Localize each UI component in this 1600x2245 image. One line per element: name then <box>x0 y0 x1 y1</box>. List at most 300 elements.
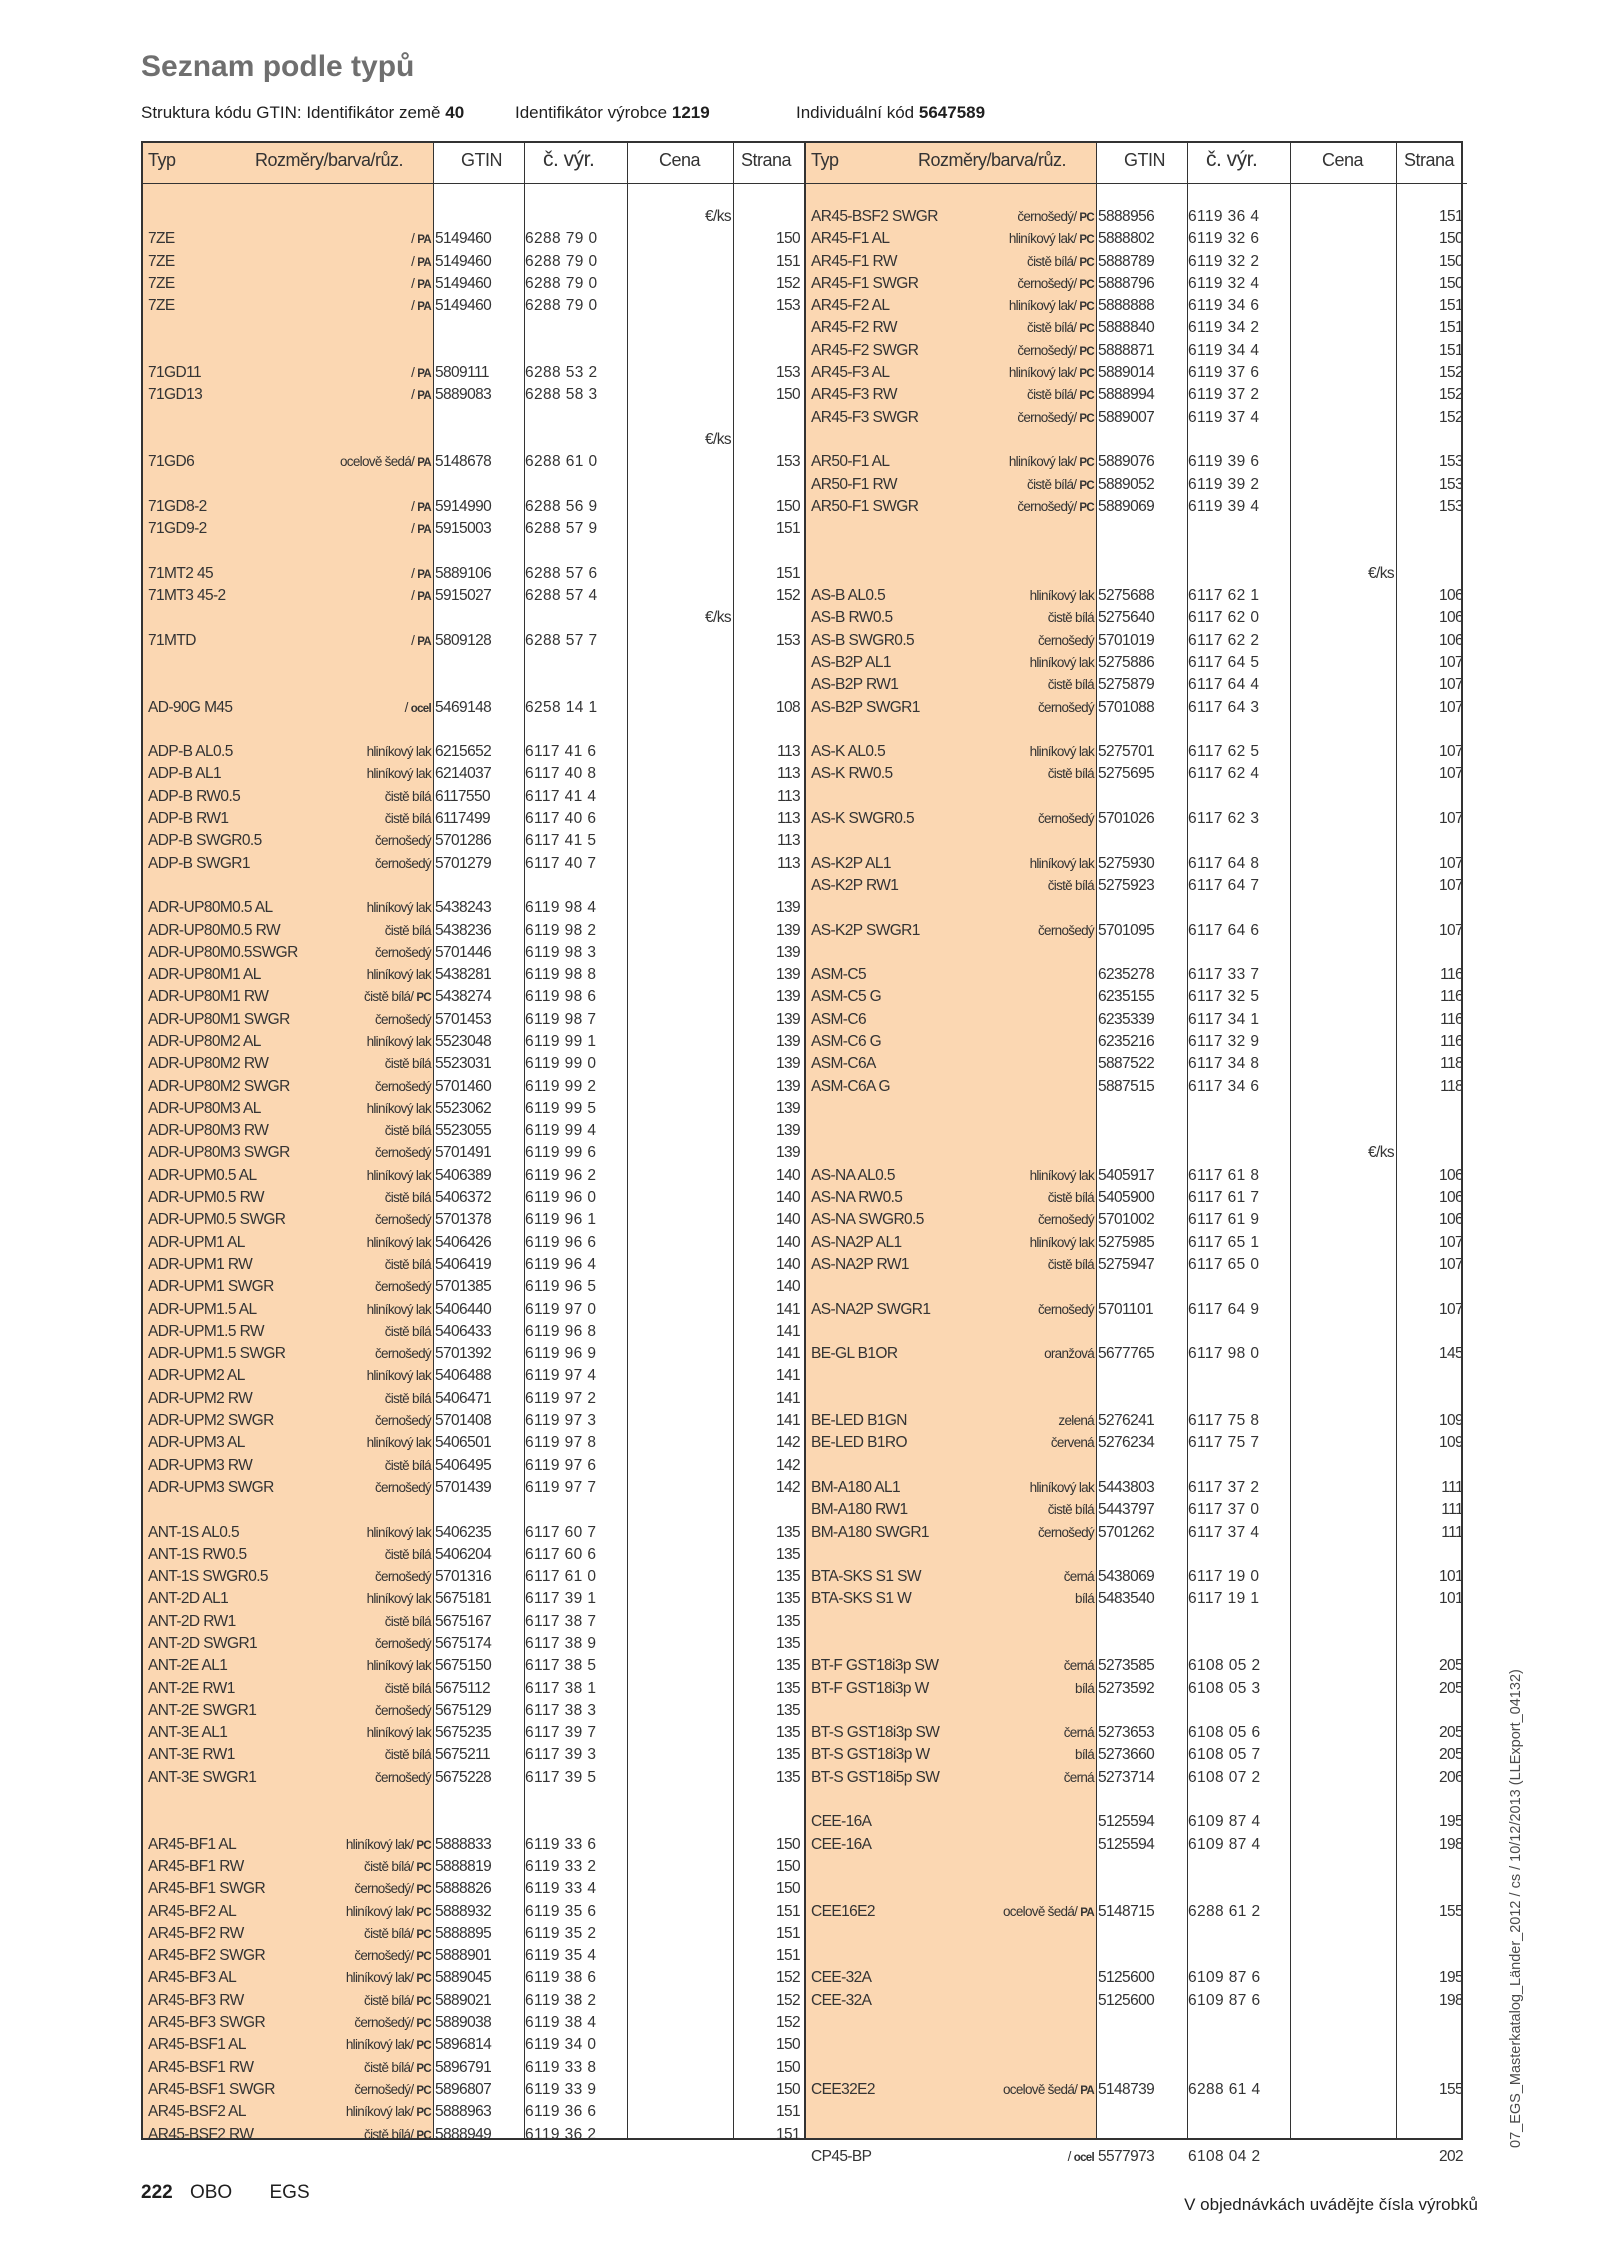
cell-gtin: 6117550 <box>435 787 490 805</box>
individual-code: 5647589 <box>918 103 986 122</box>
cell-item-number: 6117 37 4 <box>1188 1523 1260 1541</box>
header-cislo-vyrobku: č. výr. <box>1206 148 1258 171</box>
table-row <box>143 1700 804 1722</box>
table-row <box>806 1566 1467 1588</box>
cell-dimensions: černošedý <box>1038 922 1094 938</box>
cell-item-number: 6117 64 7 <box>1188 876 1260 894</box>
cell-type: ADR-UP80M1 SWGR <box>148 1010 290 1028</box>
cell-page: 151 <box>1438 319 1463 337</box>
cell-gtin: 5889052 <box>1098 475 1155 493</box>
cell-type: AR45-BF1 AL <box>148 1835 237 1853</box>
footer-brand: OBO <box>189 2182 233 2203</box>
cell-gtin: 5896791 <box>435 2058 492 2076</box>
cell-page: 152 <box>775 1991 800 2009</box>
cell-type: ADR-UPM3 SWGR <box>148 1478 274 1496</box>
cell-item-number: 6117 75 8 <box>1188 1412 1260 1430</box>
cell-page: 152 <box>1438 364 1463 382</box>
cell-gtin: 5701019 <box>1098 631 1155 649</box>
table-row <box>143 1209 804 1231</box>
table-row <box>806 741 1467 763</box>
cell-dimensions: hliníkový lak/ PC <box>345 2037 431 2053</box>
cell-page: 139 <box>775 1144 800 1162</box>
table-row <box>806 1945 1467 1967</box>
cell-item-number: 6119 98 6 <box>525 988 597 1006</box>
cell-item-number: 6117 40 7 <box>525 854 597 872</box>
cell-item-number: 6119 97 3 <box>525 1412 597 1430</box>
table-row <box>806 518 1467 540</box>
table-row <box>143 2124 804 2146</box>
cell-type: ASM-C5 <box>811 966 866 984</box>
cell-type: AR50-F1 RW <box>811 475 897 493</box>
cell-type: ADP-B AL1 <box>148 765 222 783</box>
cell-gtin: 5888963 <box>435 2103 492 2121</box>
cell-type: AR45-F2 RW <box>811 319 897 337</box>
cell-type: AS-NA SWGR0.5 <box>811 1211 924 1229</box>
cell-dimensions: černošedý <box>375 944 431 960</box>
cell-item-number: 6119 96 6 <box>525 1233 597 1251</box>
cell-page: 113 <box>777 765 800 783</box>
cell-page: 151 <box>775 2103 800 2121</box>
table-row <box>143 920 804 942</box>
table-row <box>143 875 804 897</box>
cell-page: 150 <box>1438 274 1463 292</box>
cell-type: ADR-UP80M2 RW <box>148 1055 269 1073</box>
cell-item-number: 6108 04 2 <box>1188 2147 1261 2165</box>
cell-type: ADR-UP80M3 SWGR <box>148 1144 290 1162</box>
table-row <box>143 1031 804 1053</box>
table-row <box>806 1923 1467 1945</box>
cell-type: ADP-B RW0.5 <box>148 787 241 805</box>
cell-gtin: 5888895 <box>435 1924 492 1942</box>
cell-page: 135 <box>775 1724 800 1742</box>
cell-item-number: 6117 64 6 <box>1188 921 1260 939</box>
cell-type: BT-S GST18i5p SW <box>811 1768 940 1786</box>
cell-item-number: 6119 32 2 <box>1188 252 1260 270</box>
cell-dimensions: / PA <box>411 588 431 604</box>
table-row <box>143 1076 804 1098</box>
cell-type: 71GD9-2 <box>148 520 207 538</box>
table-row <box>806 1053 1467 1075</box>
table-row <box>143 1789 804 1811</box>
cell-item-number: 6117 65 1 <box>1188 1233 1260 1251</box>
cell-gtin: 5701378 <box>435 1211 492 1229</box>
cell-type: BM-A180 AL1 <box>811 1478 901 1496</box>
cell-type: ANT-2E SWGR1 <box>148 1701 257 1719</box>
cell-page: 139 <box>775 921 800 939</box>
cell-item-number: 6119 96 9 <box>525 1345 597 1363</box>
cell-dimensions: černošedý <box>1038 632 1094 648</box>
cell-gtin: 5889045 <box>435 1969 492 1987</box>
cell-dimensions: hliníkový lak <box>1029 1167 1094 1183</box>
cell-page: 113 <box>777 743 800 761</box>
cell-gtin: 5148739 <box>1098 2080 1155 2098</box>
cell-type: ANT-2D SWGR1 <box>148 1635 258 1652</box>
catalog-table <box>141 141 1463 2165</box>
cell-page: 106 <box>1438 609 1463 627</box>
cell-gtin: 5675174 <box>435 1635 492 1652</box>
table-row <box>143 1254 804 1276</box>
cell-gtin: 5406372 <box>435 1189 492 1207</box>
cell-type: ADP-B SWGR0.5 <box>148 832 262 850</box>
cell-gtin: 5149460 <box>435 230 492 248</box>
cell-page: 107 <box>1438 921 1463 939</box>
cell-gtin: 5149460 <box>435 297 492 315</box>
cell-dimensions: čistě bílá/ PC <box>364 1858 431 1874</box>
cell-page: 140 <box>775 1233 800 1251</box>
cell-item-number: 6119 97 4 <box>525 1367 597 1385</box>
table-row <box>806 2124 1467 2146</box>
table-row <box>143 1187 804 1209</box>
cell-dimensions: hliníkový lak <box>366 1234 431 1250</box>
cell-item-number: 6119 99 6 <box>525 1144 597 1162</box>
cell-page: 151 <box>775 520 800 538</box>
cell-type: AS-NA2P SWGR1 <box>811 1300 931 1318</box>
cell-dimensions: čistě bílá <box>384 811 431 827</box>
cell-type: AR45-BF3 RW <box>148 1991 244 2009</box>
cell-type: 7ZE <box>148 230 175 248</box>
cell-gtin: 6214037 <box>435 765 492 783</box>
cell-type: ASM-C6 G <box>811 1032 882 1050</box>
cell-page: 141 <box>775 1345 800 1363</box>
cell-gtin: 5438236 <box>435 921 492 939</box>
cell-gtin: 5675167 <box>435 1612 492 1630</box>
table-row <box>806 1455 1467 1477</box>
cell-gtin: 5125600 <box>1098 1969 1155 1987</box>
cell-item-number: 6117 62 3 <box>1188 810 1260 828</box>
cell-item-number: 6288 61 0 <box>525 453 598 471</box>
table-row <box>806 1967 1467 1989</box>
cell-page: 150 <box>775 230 800 248</box>
cell-price-unit: €/ks <box>704 430 731 448</box>
table-row <box>806 407 1467 429</box>
cell-item-number: 6117 19 0 <box>1188 1568 1260 1586</box>
cell-dimensions: čistě bílá <box>1047 766 1094 782</box>
cell-gtin: 6235339 <box>1098 1010 1155 1028</box>
cell-item-number: 6117 62 0 <box>1188 609 1260 627</box>
cell-item-number: 6119 39 2 <box>1188 475 1260 493</box>
cell-type: AR45-BF2 SWGR <box>148 1947 266 1965</box>
cell-type: 7ZE <box>148 297 175 315</box>
cell-page: 135 <box>775 1635 800 1652</box>
cell-page: 118 <box>1440 1055 1463 1073</box>
table-row <box>143 1544 804 1566</box>
table-row <box>143 1499 804 1521</box>
cell-item-number: 6109 87 4 <box>1188 1813 1261 1831</box>
cell-dimensions: černošedý/ PC <box>1017 275 1094 291</box>
cell-dimensions: oranžová <box>1044 1346 1094 1362</box>
table-row <box>806 1098 1467 1120</box>
table-row <box>806 1633 1467 1655</box>
table-row <box>806 1187 1467 1209</box>
cell-page: 141 <box>775 1412 800 1430</box>
cell-page: 151 <box>775 2125 800 2143</box>
cell-type: ADR-UP80M3 AL <box>148 1099 261 1117</box>
cell-page: 151 <box>775 564 800 582</box>
cell-page: 139 <box>775 899 800 917</box>
cell-item-number: 6108 07 2 <box>1188 1768 1261 1786</box>
cell-gtin: 5701392 <box>435 1345 492 1363</box>
table-row <box>143 1923 804 1945</box>
cell-type: BM-A180 RW1 <box>811 1501 908 1519</box>
footer-section: EGS <box>269 2182 310 2203</box>
cell-page: 142 <box>775 1434 800 1452</box>
table-row <box>143 1232 804 1254</box>
table-row <box>143 652 804 674</box>
cell-dimensions: hliníkový lak <box>1029 1479 1094 1495</box>
footer-note: V objednávkách uvádějte čísla výrobků <box>1184 2195 1478 2214</box>
cell-item-number: 6288 57 4 <box>525 587 598 605</box>
cell-page: 151 <box>775 1924 800 1942</box>
table-row <box>143 228 804 250</box>
cell-dimensions: bílá <box>1075 1680 1094 1696</box>
table-row <box>806 830 1467 852</box>
table-row <box>143 1722 804 1744</box>
table-row <box>143 496 804 518</box>
cell-item-number: 6117 65 0 <box>1188 1255 1260 1273</box>
cell-item-number: 6119 33 9 <box>525 2080 597 2098</box>
cell-item-number: 6117 62 2 <box>1188 631 1260 649</box>
table-row <box>806 496 1467 518</box>
cell-type: AR45-F1 SWGR <box>811 274 919 292</box>
cell-dimensions: čistě bílá <box>384 788 431 804</box>
cell-type: AS-K2P AL1 <box>811 854 891 872</box>
table-row <box>806 1700 1467 1722</box>
cell-type: AS-NA2P AL1 <box>811 1233 902 1251</box>
cell-page: 150 <box>1438 252 1463 270</box>
cell-type: ADR-UPM0.5 SWGR <box>148 1211 286 1229</box>
cell-page: 108 <box>775 698 800 716</box>
cell-type: ADR-UP80M1 RW <box>148 988 269 1006</box>
cell-page: 135 <box>775 1590 800 1608</box>
cell-gtin: 5701460 <box>435 1077 492 1095</box>
cell-gtin: 5675235 <box>435 1724 492 1742</box>
cell-page: 151 <box>775 1902 800 1920</box>
cell-gtin: 5896807 <box>435 2080 492 2098</box>
cell-dimensions: hliníkový lak <box>1029 654 1094 670</box>
cell-item-number: 6119 36 2 <box>525 2125 597 2143</box>
cell-page: 206 <box>1438 1768 1463 1786</box>
cell-page: 153 <box>1438 497 1463 515</box>
cell-item-number: 6119 99 1 <box>525 1032 597 1050</box>
cell-page: 111 <box>1441 1523 1463 1541</box>
table-row <box>806 897 1467 919</box>
cell-dimensions: hliníkový lak <box>366 1524 431 1540</box>
table-row <box>143 808 804 830</box>
cell-gtin: 5275640 <box>1098 609 1155 627</box>
table-row <box>806 1878 1467 1900</box>
cell-dimensions: čistě bílá/ PC <box>364 1925 431 1941</box>
cell-type: AR45-BSF1 RW <box>148 2058 254 2076</box>
cell-dimensions: hliníkový lak <box>1029 744 1094 760</box>
cell-type: ADR-UP80M1 AL <box>148 966 261 984</box>
cell-item-number: 6117 34 8 <box>1188 1055 1260 1073</box>
cell-dimensions: černošedý <box>375 1569 431 1585</box>
cell-item-number: 6119 34 0 <box>525 2036 597 2054</box>
table-row <box>143 1432 804 1454</box>
table-row <box>143 1388 804 1410</box>
table-row <box>806 1232 1467 1254</box>
cell-type: ADR-UPM1 SWGR <box>148 1278 274 1296</box>
table-row <box>806 674 1467 696</box>
cell-dimensions: hliníkový lak <box>1029 1234 1094 1250</box>
cell-gtin: 5275985 <box>1098 1233 1155 1251</box>
cell-gtin: 5406471 <box>435 1389 492 1407</box>
cell-gtin: 5888949 <box>435 2125 492 2143</box>
table-row <box>143 1455 804 1477</box>
cell-item-number: 6119 97 6 <box>525 1456 597 1474</box>
table-row <box>143 986 804 1008</box>
cell-page: 109 <box>1438 1434 1463 1452</box>
cell-dimensions: hliníkový lak <box>366 1435 431 1451</box>
table-row <box>143 1276 804 1298</box>
table-row <box>806 1789 1467 1811</box>
cell-gtin: 5675129 <box>435 1701 492 1719</box>
cell-gtin: 5888994 <box>1098 386 1155 404</box>
cell-dimensions: černá <box>1063 1769 1094 1785</box>
cell-type: ADR-UP80M2 SWGR <box>148 1077 290 1095</box>
cell-gtin: 5406440 <box>435 1300 492 1318</box>
cell-type: AR45-F1 AL <box>811 230 890 248</box>
cell-dimensions: černošedý <box>375 1078 431 1094</box>
cell-dimensions: černošedý <box>1038 811 1094 827</box>
cell-item-number: 6117 39 1 <box>525 1590 597 1608</box>
cell-dimensions: / PA <box>411 565 431 581</box>
cell-page: 195 <box>1438 1969 1463 1987</box>
cell-item-number: 6288 53 2 <box>525 364 598 382</box>
cell-dimensions: čistě bílá/ PC <box>364 1992 431 2008</box>
cell-item-number: 6288 57 7 <box>525 631 598 649</box>
table-row <box>143 1410 804 1432</box>
cell-item-number: 6117 61 0 <box>525 1568 597 1586</box>
cell-gtin: 5889007 <box>1098 408 1155 426</box>
cell-page: 153 <box>775 364 800 382</box>
cell-item-number: 6119 99 4 <box>525 1122 597 1140</box>
cell-item-number: 6119 32 6 <box>1188 230 1260 248</box>
cell-type: ANT-2E AL1 <box>148 1657 228 1675</box>
cell-dimensions: čistě bílá <box>1047 610 1094 626</box>
cell-gtin: 5701088 <box>1098 698 1155 716</box>
table-row <box>143 1856 804 1878</box>
cell-type: ADR-UPM1.5 RW <box>148 1322 264 1340</box>
cell-page: 150 <box>775 497 800 515</box>
header-gtin: GTIN <box>461 150 502 170</box>
cell-page: 205 <box>1438 1746 1463 1764</box>
cell-type: ADR-UP80M0.5SWGR <box>148 943 298 961</box>
cell-item-number: 6288 57 6 <box>525 564 598 582</box>
cell-type: BT-F GST18i3p W <box>811 1679 929 1697</box>
table-row <box>143 897 804 919</box>
cell-type: AR45-BF2 AL <box>148 1902 237 1920</box>
cell-gtin: 5149460 <box>435 252 492 270</box>
cell-dimensions: černošedý <box>1038 699 1094 715</box>
table-row <box>143 1165 804 1187</box>
table-row <box>143 697 804 719</box>
cell-gtin: 6235216 <box>1098 1032 1155 1050</box>
cell-page: 205 <box>1438 1724 1463 1742</box>
cell-dimensions: hliníkový lak/ PC <box>345 1836 431 1852</box>
cell-gtin: 5276234 <box>1098 1434 1155 1452</box>
table-row <box>806 875 1467 897</box>
table-row <box>143 451 804 473</box>
table-row <box>806 2057 1467 2079</box>
cell-item-number: 6108 05 6 <box>1188 1724 1261 1742</box>
cell-type: AR45-BF1 RW <box>148 1857 244 1875</box>
cell-item-number: 6117 39 5 <box>525 1768 597 1786</box>
cell-page: 106 <box>1438 631 1463 649</box>
cell-gtin: 5438243 <box>435 899 492 917</box>
cell-type: ASM-C6A G <box>811 1077 891 1095</box>
cell-dimensions: / PA <box>411 275 431 291</box>
cell-page: 116 <box>1440 966 1463 984</box>
cell-dimensions: černošedý <box>1038 1301 1094 1317</box>
cell-dimensions: čistě bílá <box>1047 877 1094 893</box>
cell-dimensions: hliníkový lak <box>366 1167 431 1183</box>
cell-dimensions: hliníkový lak/ PC <box>345 2104 431 2120</box>
cell-dimensions: / PA <box>411 231 431 247</box>
cell-gtin: 5273660 <box>1098 1746 1155 1764</box>
cell-dimensions: černošedý/ PC <box>1017 498 1094 514</box>
cell-type: AR45-F2 SWGR <box>811 341 919 359</box>
cell-type: ANT-3E RW1 <box>148 1746 235 1764</box>
cell-gtin: 5275947 <box>1098 1255 1155 1273</box>
header-typ: Typ <box>148 150 176 170</box>
table-row <box>806 2146 1467 2168</box>
cell-page: 151 <box>775 1947 800 1965</box>
cell-gtin: 5405917 <box>1098 1166 1155 1184</box>
table-row <box>806 652 1467 674</box>
table-row <box>806 1655 1467 1677</box>
cell-gtin: 5701385 <box>435 1278 492 1296</box>
cell-dimensions: čistě bílá/ PC <box>364 2059 431 2075</box>
header-cena: Cena <box>1322 150 1364 170</box>
cell-page: 155 <box>1438 1902 1463 1920</box>
cell-page: 151 <box>1438 208 1463 225</box>
cell-type: AS-NA2P RW1 <box>811 1255 909 1273</box>
cell-type: ADR-UPM1.5 AL <box>148 1300 257 1318</box>
cell-item-number: 6288 79 0 <box>525 252 598 270</box>
cell-item-number: 6119 96 2 <box>525 1166 597 1184</box>
table-row <box>143 1477 804 1499</box>
cell-gtin: 5915027 <box>435 587 492 605</box>
cell-page: 113 <box>777 832 800 850</box>
table-row <box>806 1343 1467 1365</box>
cell-page: 116 <box>1440 1010 1463 1028</box>
cell-gtin: 5275695 <box>1098 765 1155 783</box>
cell-item-number: 6119 96 8 <box>525 1322 597 1340</box>
cell-dimensions: černošedý <box>375 1212 431 1228</box>
cell-item-number: 6119 33 8 <box>525 2058 597 2076</box>
cell-gtin: 5149460 <box>435 274 492 292</box>
cell-item-number: 6119 98 2 <box>525 921 597 939</box>
table-row <box>143 1142 804 1164</box>
cell-item-number: 6119 33 2 <box>525 1857 597 1875</box>
cell-dimensions: hliníkový lak <box>1029 855 1094 871</box>
cell-page: 150 <box>775 1880 800 1898</box>
table-row <box>143 1655 804 1677</box>
cell-page: 151 <box>775 252 800 270</box>
cell-gtin: 5701286 <box>435 832 492 850</box>
table-row <box>143 1678 804 1700</box>
cell-page: 195 <box>1438 1813 1463 1831</box>
cell-gtin: 6235278 <box>1098 966 1155 984</box>
cell-page: 139 <box>775 988 800 1006</box>
table-right-half <box>804 143 1467 2165</box>
table-row <box>143 1878 804 1900</box>
cell-page: 135 <box>775 1701 800 1719</box>
cell-gtin: 5888956 <box>1098 208 1155 225</box>
cell-item-number: 6117 41 6 <box>525 743 597 761</box>
cell-gtin: 5889106 <box>435 564 492 582</box>
